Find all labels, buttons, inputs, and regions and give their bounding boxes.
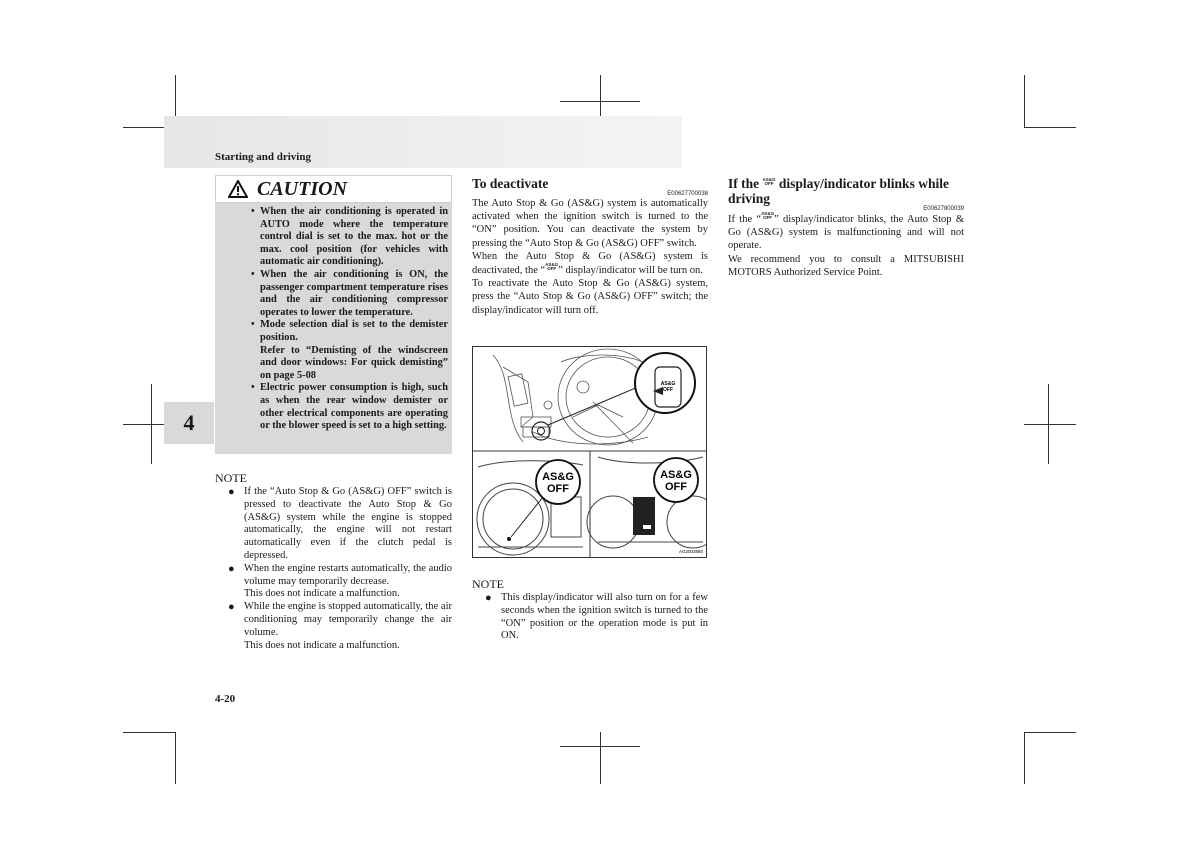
note-label: NOTE [215,471,247,485]
note-item: ● This display/indicator will also turn on for a few seconds when the ignition switch is turned to the “ON” position or the operation mode is put in ON. [485,592,708,642]
warning-triangle-icon [228,180,248,198]
note-label: NOTE [472,577,504,591]
deactivate-para2: When the Auto Stop & Go (AS&G) system is deactivated, the “AS&G OFF ” display/indicator will be turn on. [472,250,708,277]
note-list [472,592,708,643]
asg-off-indicator-icon: AS&G OFF [545,262,559,272]
deactivate-para3: To reactivate the Auto Stop & Go (AS&G) system, press the “Auto Stop & Go (AS&G) OFF” switch; the display/indicator will turn off. [472,278,708,316]
blinks-section [728,176,964,279]
switch-label-line1: AS&G [660,381,676,387]
blinks-para1: If the “AS&G OFF ” display/indicator blinks, the Auto Stop & Go (AS&G) system is malfunctioning and will not operate. [728,211,964,252]
left-callout-line2: OFF [547,483,569,495]
deactivate-heading: To deactivate [472,176,549,191]
note-item: ● If the “Auto Stop & Go (AS&G) OFF” switch is pressed to deactivate the Auto Stop & Go (AS&G) system while the engine is stopped automatically, the engine will not restart automatically even if the clutch pedal is depressed. [228,486,452,561]
right-callout-line2: OFF [665,481,687,493]
deactivate-code: E00627700038 [667,191,708,197]
asg-off-indicator-icon: AS&G OFF [761,211,775,220]
caution-title: CAUTION [257,178,348,200]
deactivate-section [472,176,708,317]
page-number: 4-20 [215,693,236,705]
figure-code: AG2003880 [678,549,703,554]
note-list [215,486,452,652]
caution-reference: Refer to “Demisting of the windscreen and door windows: For quick demisting” on page 5-08 [260,344,448,381]
left-note [215,471,452,652]
asg-off-indicator-icon: AS&G OFF [762,177,776,186]
caution-item: • Electric power consumption is high, such as when the rear window demister or other electrical components are operating or the blower speed is set to a high setting. [251,382,448,432]
caution-list [251,206,448,433]
dashboard-illustration [473,347,706,557]
deactivate-para1: The Auto Stop & Go (AS&G) system is automatically activated when the ignition switch is turned to the “ON” position. You can deactivate the system by pressing the “Auto Stop & Go (AS&G) OFF” switch. [472,198,708,249]
mid-note [472,577,708,643]
bullet-icon: ● [228,601,235,614]
caution-item: • When the air conditioning is operated in AUTO mode where the temperature control dial is set to the max. hot or the max. cool position (for vehicles with automatic air conditioning). [251,206,448,269]
right-callout-line1: AS&G [660,469,692,481]
dashboard-figure [472,346,707,558]
blinks-code: E00627800039 [923,206,964,212]
bullet-icon: ● [228,562,235,575]
note-item: ● While the engine is stopped automatically, the air conditioning may temporarily change the air volume. This does not indicate a malfunction. [228,601,452,651]
blinks-para2: We recommend you to consult a MITSUBISHI MOTORS Authorized Service Point. [728,253,964,278]
chapter-tab: 4 [164,402,214,444]
section-title: Starting and driving [215,151,311,163]
left-callout-line1: AS&G [542,471,574,483]
bullet-icon: ● [485,592,492,604]
note-item: ● When the engine restarts automatically, the audio volume may temporarily decrease. This does not indicate a malfunction. [228,562,452,600]
switch-label-line2: OFF [663,387,673,393]
blinks-heading: If the AS&G OFF display/indicator blinks while driving [728,176,949,206]
caution-item: • Mode selection dial is set to the demister position. Refer to “Demisting of the windscreen and door windows: For quick demisting” on page 5-08 [251,319,448,382]
bullet-icon: ● [228,486,235,498]
caution-box [215,175,452,454]
caution-item: • When the air conditioning is ON, the passenger compartment temperature rises and the air conditioning compressor operates to lower the temperature. [251,269,448,319]
caution-header [215,175,452,203]
